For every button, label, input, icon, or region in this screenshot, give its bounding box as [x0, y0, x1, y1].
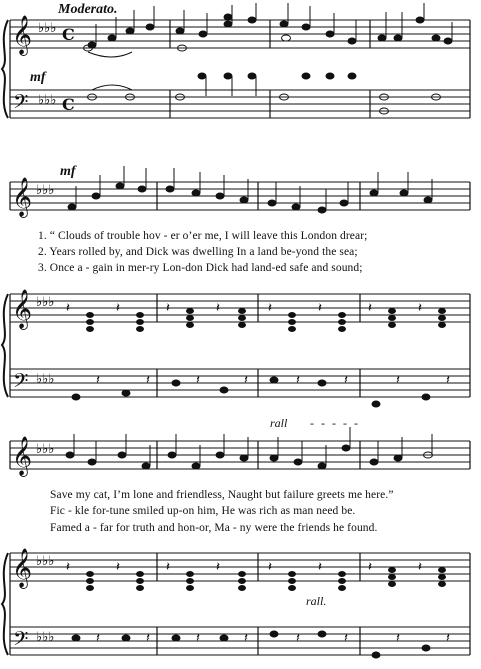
svg-text:𝄽: 𝄽	[368, 560, 372, 575]
key-signature-flats: ♭♭♭	[38, 93, 57, 108]
rallentando-marking-lower: rall.	[306, 594, 327, 608]
svg-text:𝄽: 𝄽	[166, 560, 170, 575]
rallentando-marking: rall	[270, 416, 288, 430]
system-1-treble-staff	[10, 20, 470, 48]
common-time-icon: C	[62, 95, 75, 114]
svg-text:𝄽: 𝄽	[418, 560, 422, 575]
system-2-piano-bass-staff	[10, 369, 470, 397]
svg-text:𝄽: 𝄽	[296, 373, 300, 388]
svg-text:𝄽: 𝄽	[166, 301, 170, 316]
svg-text:𝄽: 𝄽	[418, 301, 422, 316]
svg-text:𝄽: 𝄽	[96, 373, 100, 388]
dynamic-marking-voice: mf	[60, 164, 76, 179]
svg-text:𝄽: 𝄽	[344, 373, 348, 388]
svg-text:𝄽: 𝄽	[396, 631, 400, 646]
rallentando-dashes: - - - - -	[310, 416, 360, 430]
bass-clef-icon: 𝄢	[13, 90, 29, 118]
system-1-bass-staff	[10, 90, 470, 118]
treble-clef-icon: 𝄞	[12, 436, 33, 476]
svg-text:𝄽: 𝄽	[146, 631, 150, 646]
svg-text:𝄽: 𝄽	[446, 631, 450, 646]
system-3-piano-bass-staff	[10, 627, 470, 655]
svg-text:𝄽: 𝄽	[344, 631, 348, 646]
treble-clef-icon: 𝄞	[12, 15, 33, 55]
svg-text:𝄽: 𝄽	[66, 301, 70, 316]
bass-clef-icon: 𝄢	[13, 627, 29, 655]
dynamic-marking-intro: mf	[30, 70, 46, 85]
svg-text:𝄽: 𝄽	[116, 301, 120, 316]
svg-text:𝄽: 𝄽	[196, 631, 200, 646]
treble-clef-icon: 𝄞	[12, 548, 33, 588]
lyric-line-verse-3a: 3. Once a - gain in mer-ry Lon-don Dick had land-ed safe and sound;	[38, 262, 363, 274]
system-3-voice-staff	[10, 441, 470, 469]
system-2-piano-notes	[72, 309, 446, 408]
lyric-line-verse-1a: 1. “ Clouds of trouble hov - er o’er me, I will leave this London drear;	[38, 230, 368, 242]
svg-text:𝄽: 𝄽	[268, 301, 272, 316]
common-time-icon: C	[62, 25, 75, 44]
svg-text:𝄽: 𝄽	[296, 631, 300, 646]
key-signature-flats: ♭♭♭	[36, 630, 55, 645]
lyric-line-verse-2a: 2. Years rolled by, and Dick was dwelling In a land be-yond the sea;	[38, 246, 358, 258]
svg-text:𝄽: 𝄽	[244, 373, 248, 388]
treble-clef-icon: 𝄞	[12, 177, 33, 217]
svg-text:𝄽: 𝄽	[396, 373, 400, 388]
svg-text:𝄽: 𝄽	[196, 373, 200, 388]
svg-text:𝄽: 𝄽	[268, 560, 272, 575]
system-1-brace	[2, 20, 8, 118]
key-signature-flats: ♭♭♭	[36, 295, 55, 310]
lyric-line-verse-3b: Famed a - far for truth and hon-or, Ma - ny were the friends he found.	[50, 522, 378, 534]
key-signature-flats: ♭♭♭	[36, 372, 55, 387]
bass-clef-icon: 𝄢	[13, 369, 29, 397]
system-3-piano-treble-staff	[10, 553, 470, 581]
system-2-brace	[2, 294, 8, 397]
svg-text:𝄽: 𝄽	[66, 560, 70, 575]
system-1-barlines	[10, 20, 470, 118]
svg-text:𝄽: 𝄽	[146, 373, 150, 388]
treble-clef-icon: 𝄞	[12, 289, 33, 329]
svg-text:𝄽: 𝄽	[216, 560, 220, 575]
svg-text:𝄽: 𝄽	[318, 301, 322, 316]
key-signature-flats: ♭♭♭	[36, 554, 55, 569]
svg-text:𝄽: 𝄽	[318, 560, 322, 575]
key-signature-flats: ♭♭♭	[36, 442, 55, 457]
svg-text:𝄽: 𝄽	[96, 631, 100, 646]
lyric-line-verse-1b: Save my cat, I’m lone and friendless, Naught but failure greets me here.”	[50, 489, 394, 501]
key-signature-flats: ♭♭♭	[38, 21, 57, 36]
system-2-voice-staff	[10, 182, 470, 210]
tempo-marking: Moderato.	[58, 2, 118, 17]
svg-text:𝄽: 𝄽	[244, 631, 248, 646]
system-3-brace	[2, 553, 8, 655]
key-signature-flats: ♭♭♭	[36, 183, 55, 198]
svg-text:𝄽: 𝄽	[368, 301, 372, 316]
svg-text:𝄽: 𝄽	[216, 301, 220, 316]
lyric-line-verse-2b: Fic - kle for-tune smiled up-on him, He was rich as man need be.	[50, 505, 356, 517]
svg-text:𝄽: 𝄽	[446, 373, 450, 388]
svg-text:𝄽: 𝄽	[116, 560, 120, 575]
